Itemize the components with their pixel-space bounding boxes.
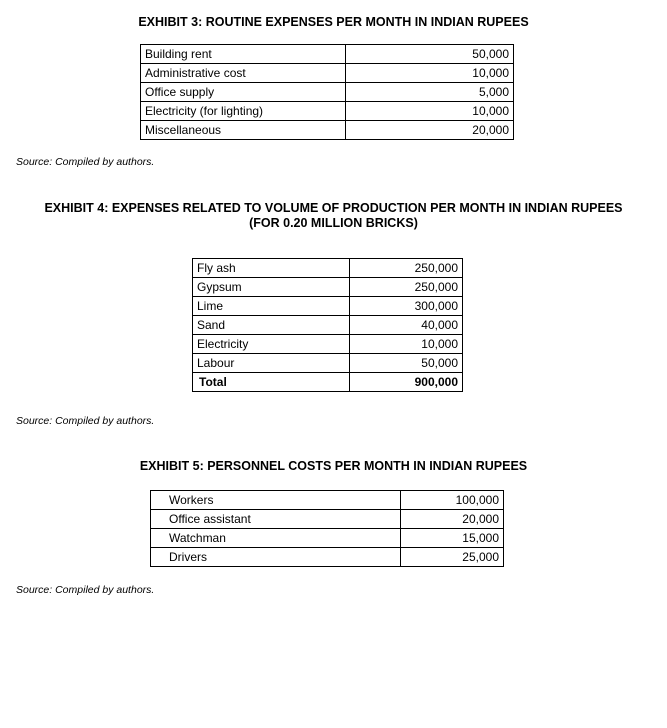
- total-value: 900,000: [350, 373, 463, 392]
- table-row: [141, 102, 514, 121]
- row-label: Fly ash: [193, 259, 350, 278]
- row-label: Watchman: [151, 529, 401, 548]
- exhibit-4-subtitle: (FOR 0.20 MILLION BRICKS): [249, 216, 418, 230]
- row-value: 50,000: [345, 45, 513, 64]
- row-label: Lime: [193, 297, 350, 316]
- row-label: Miscellaneous: [141, 121, 346, 140]
- row-label: Workers: [151, 491, 401, 510]
- row-label: Labour: [193, 354, 350, 373]
- table-row: [151, 548, 504, 567]
- row-label: Administrative cost: [141, 64, 346, 83]
- row-value: 20,000: [345, 121, 513, 140]
- table-row: [141, 121, 514, 140]
- row-value: 15,000: [401, 529, 504, 548]
- row-value: 50,000: [350, 354, 463, 373]
- table-row: [151, 510, 504, 529]
- total-row: [193, 373, 463, 392]
- row-value: 20,000: [401, 510, 504, 529]
- row-label: Electricity: [193, 335, 350, 354]
- exhibit-3-title: EXHIBIT 3: ROUTINE EXPENSES PER MONTH IN INDIAN RUPEES: [138, 15, 529, 29]
- table-row: [193, 259, 463, 278]
- row-label: Sand: [193, 316, 350, 335]
- row-value: 10,000: [345, 102, 513, 121]
- exhibit-5-source: Source: Compiled by authors.: [16, 584, 155, 596]
- row-label: Electricity (for lighting): [141, 102, 346, 121]
- row-value: 250,000: [350, 259, 463, 278]
- row-label: Office supply: [141, 83, 346, 102]
- table-row: [141, 64, 514, 83]
- table-row: [151, 491, 504, 510]
- row-value: 25,000: [401, 548, 504, 567]
- row-value: 10,000: [350, 335, 463, 354]
- row-label: Drivers: [151, 548, 401, 567]
- row-label: Building rent: [141, 45, 346, 64]
- exhibit-3-table: [140, 44, 514, 140]
- row-value: 40,000: [350, 316, 463, 335]
- exhibit-5-title: EXHIBIT 5: PERSONNEL COSTS PER MONTH IN INDIAN RUPEES: [139, 459, 528, 473]
- row-label: Gypsum: [193, 278, 350, 297]
- exhibit-4-table: [192, 258, 463, 392]
- row-value: 100,000: [401, 491, 504, 510]
- table-row: [141, 45, 514, 64]
- exhibit-3-source: Source: Compiled by authors.: [16, 156, 155, 168]
- exhibit-5-table: [150, 490, 504, 567]
- total-label: Total: [193, 373, 350, 392]
- row-value: 250,000: [350, 278, 463, 297]
- row-value: 5,000: [345, 83, 513, 102]
- table-row: [151, 529, 504, 548]
- row-value: 300,000: [350, 297, 463, 316]
- row-value: 10,000: [345, 64, 513, 83]
- table-row: [193, 354, 463, 373]
- row-label: Office assistant: [151, 510, 401, 529]
- table-row: [193, 297, 463, 316]
- exhibit-4-source: Source: Compiled by authors.: [16, 415, 155, 427]
- table-row: [141, 83, 514, 102]
- table-row: [193, 335, 463, 354]
- table-row: [193, 278, 463, 297]
- exhibit-4-title: EXHIBIT 4: EXPENSES RELATED TO VOLUME OF PRODUCTION PER MONTH IN INDIAN RUPEES: [44, 201, 623, 215]
- table-row: [193, 316, 463, 335]
